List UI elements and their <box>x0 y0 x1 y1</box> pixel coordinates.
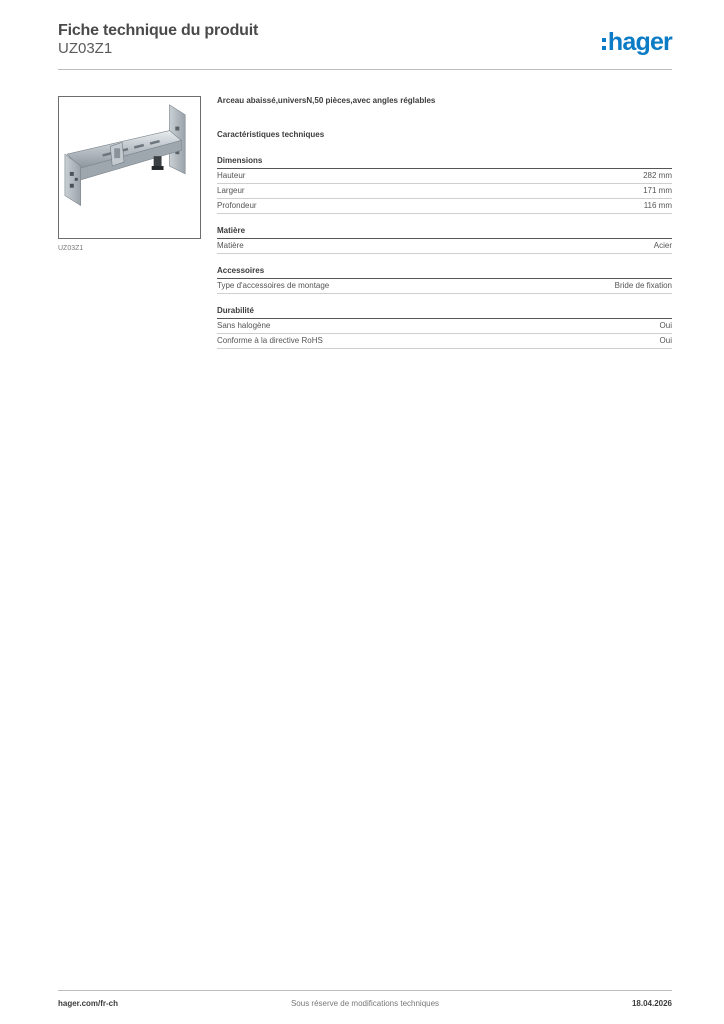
section-accessories <box>217 266 672 294</box>
spec-label: Hauteur <box>217 171 246 180</box>
spec-value: Oui <box>659 336 672 345</box>
footer-disclaimer: Sous réserve de modifications techniques <box>290 999 440 1008</box>
section-title: Accessoires <box>217 266 672 279</box>
product-description: Arceau abaissé,universN,50 pièces,avec angles réglables <box>217 96 436 105</box>
section-durability <box>217 306 672 349</box>
spec-label: Type d'accessoires de montage <box>217 281 330 290</box>
footer-website-link[interactable]: hager.com/fr-ch <box>58 999 119 1008</box>
spec-row <box>217 169 672 184</box>
mounting-bracket-image <box>59 97 200 238</box>
spec-value: Oui <box>659 321 672 330</box>
photo-caption: UZ03Z1 <box>58 245 84 252</box>
page-footer <box>58 990 672 1008</box>
spec-row <box>217 239 672 254</box>
spec-label: Sans halogène <box>217 321 271 330</box>
footer-date: 18.04.2026 <box>631 999 672 1008</box>
spec-value: 282 mm <box>643 171 672 180</box>
logo-text: hager <box>607 27 672 56</box>
product-code: UZ03Z1 <box>58 40 113 57</box>
product-photo <box>58 96 201 239</box>
document-title: Fiche technique du produit <box>58 22 259 39</box>
spec-value: 171 mm <box>643 186 672 195</box>
spec-row <box>217 199 672 214</box>
section-title: Durabilité <box>217 306 672 319</box>
spec-row <box>217 319 672 334</box>
page-header <box>58 22 672 70</box>
spec-value: 116 mm <box>643 201 672 210</box>
spec-label: Matière <box>217 241 244 250</box>
spec-label: Conforme à la directive RoHS <box>217 336 323 345</box>
spec-content <box>217 96 672 349</box>
section-title: Dimensions <box>217 156 672 169</box>
section-title: Matière <box>217 226 672 239</box>
logo-dots-icon <box>602 38 606 50</box>
spec-label: Profondeur <box>217 201 257 210</box>
spec-value: Bride de fixation <box>614 281 672 290</box>
spec-row <box>217 334 672 349</box>
section-dimensions <box>217 156 672 214</box>
spec-row <box>217 184 672 199</box>
hager-logo <box>602 28 672 56</box>
spec-row <box>217 279 672 294</box>
spec-value: Acier <box>653 241 672 250</box>
spec-label: Largeur <box>217 186 245 195</box>
tech-characteristics-heading: Caractéristiques techniques <box>217 130 325 139</box>
section-material <box>217 226 672 254</box>
